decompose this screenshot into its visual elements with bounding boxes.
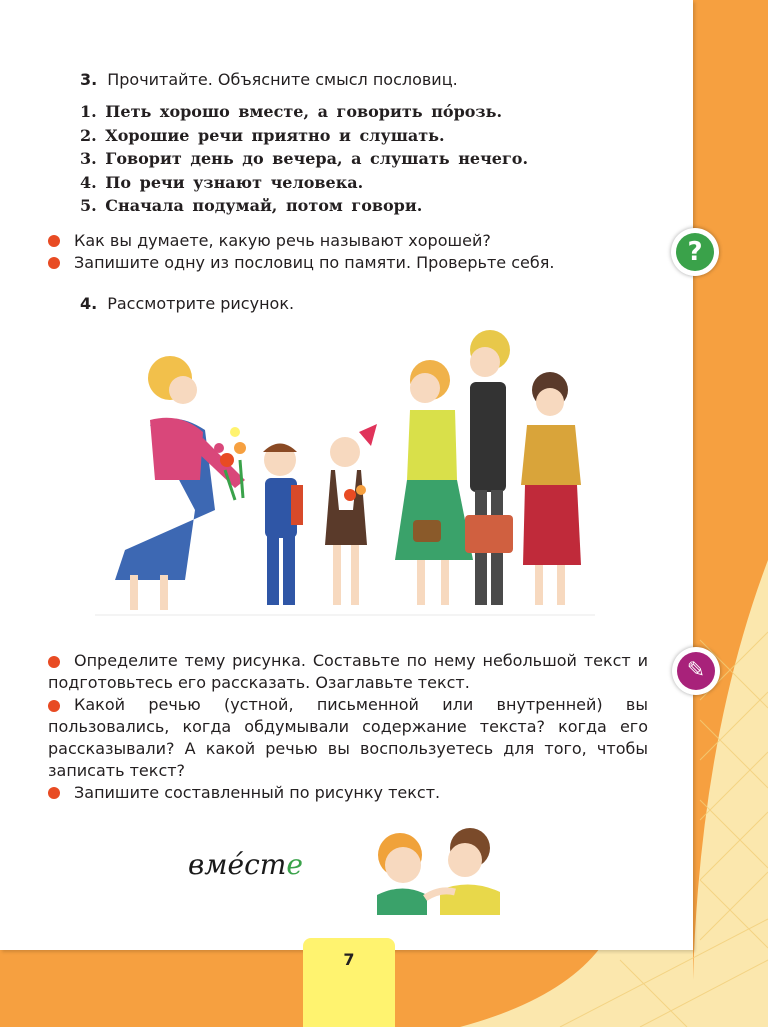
page-number-tab [303, 938, 395, 1027]
pen-badge [672, 647, 720, 695]
task-3-instruction: Прочитайте. Объясните смысл пословиц. [107, 70, 458, 89]
task-4-header [80, 294, 294, 313]
task-4-text-1 [48, 650, 648, 694]
task-3-number: 3. [80, 70, 98, 89]
proverb-item: 5. Сначала подумай, потом говори. [80, 196, 423, 215]
illustration-teacher-and-family [95, 320, 605, 630]
bullet-dot-icon [48, 235, 60, 247]
illustration-two-boys [365, 820, 515, 915]
vocabulary-word-main: вме́ст [188, 848, 287, 881]
proverb-list [80, 100, 528, 218]
task-4-bullet-text: Запишите составленный по рисунку текст. [74, 783, 441, 802]
teacher-figure [115, 356, 245, 610]
bullet-dot-icon [48, 787, 60, 799]
proverb-item: 2. Хорошие речи приятно и слушать. [80, 125, 445, 145]
proverb-item: 4. По речи узнают человека. [80, 172, 364, 192]
task-4-bullet-text: Какой речью (устной, письменной или внутренней) вы пользовались, когда обдумывали содержание текста? когда его рассказывали? А какой речью вы воспользуетесь для того, чтобы записать текст? [48, 695, 648, 780]
question-icon: ? [676, 233, 714, 271]
vocabulary-word [188, 848, 303, 881]
bullet-dot-icon [48, 257, 60, 269]
task-4-number: 4. [80, 294, 98, 313]
vocabulary-word-tail: е [286, 848, 303, 881]
task-3-header [80, 70, 458, 89]
task-4-bullet-text: Определите тему рисунка. Составьте по нему небольшой текст и подготовьтесь его рассказать. Озаглавьте текст. [48, 651, 648, 692]
question-bullet [48, 230, 491, 252]
task-4-bullet [48, 782, 440, 804]
question-text: Как вы думаете, какую речь называют хорошей? [74, 231, 491, 250]
grandmother-figure [521, 372, 581, 605]
task-4-text-2 [48, 694, 648, 782]
father-figure [465, 330, 513, 605]
proverb-item: 1. Петь хорошо вместе, а говорить по́розь. [80, 102, 503, 121]
page-number: 7 [343, 950, 355, 969]
mother-figure [395, 360, 473, 605]
question-text: Запишите одну из пословиц по памяти. Проверьте себя. [74, 253, 555, 272]
schoolgirl-figure [325, 424, 377, 605]
question-badge [671, 228, 719, 276]
pen-icon: ✎ [677, 652, 715, 690]
question-bullet [48, 252, 554, 274]
task-4-instruction: Рассмотрите рисунок. [107, 294, 295, 313]
schoolboy-figure [263, 444, 303, 606]
proverb-item: 3. Говорит день до вечера, а слушать нечего. [80, 149, 529, 168]
